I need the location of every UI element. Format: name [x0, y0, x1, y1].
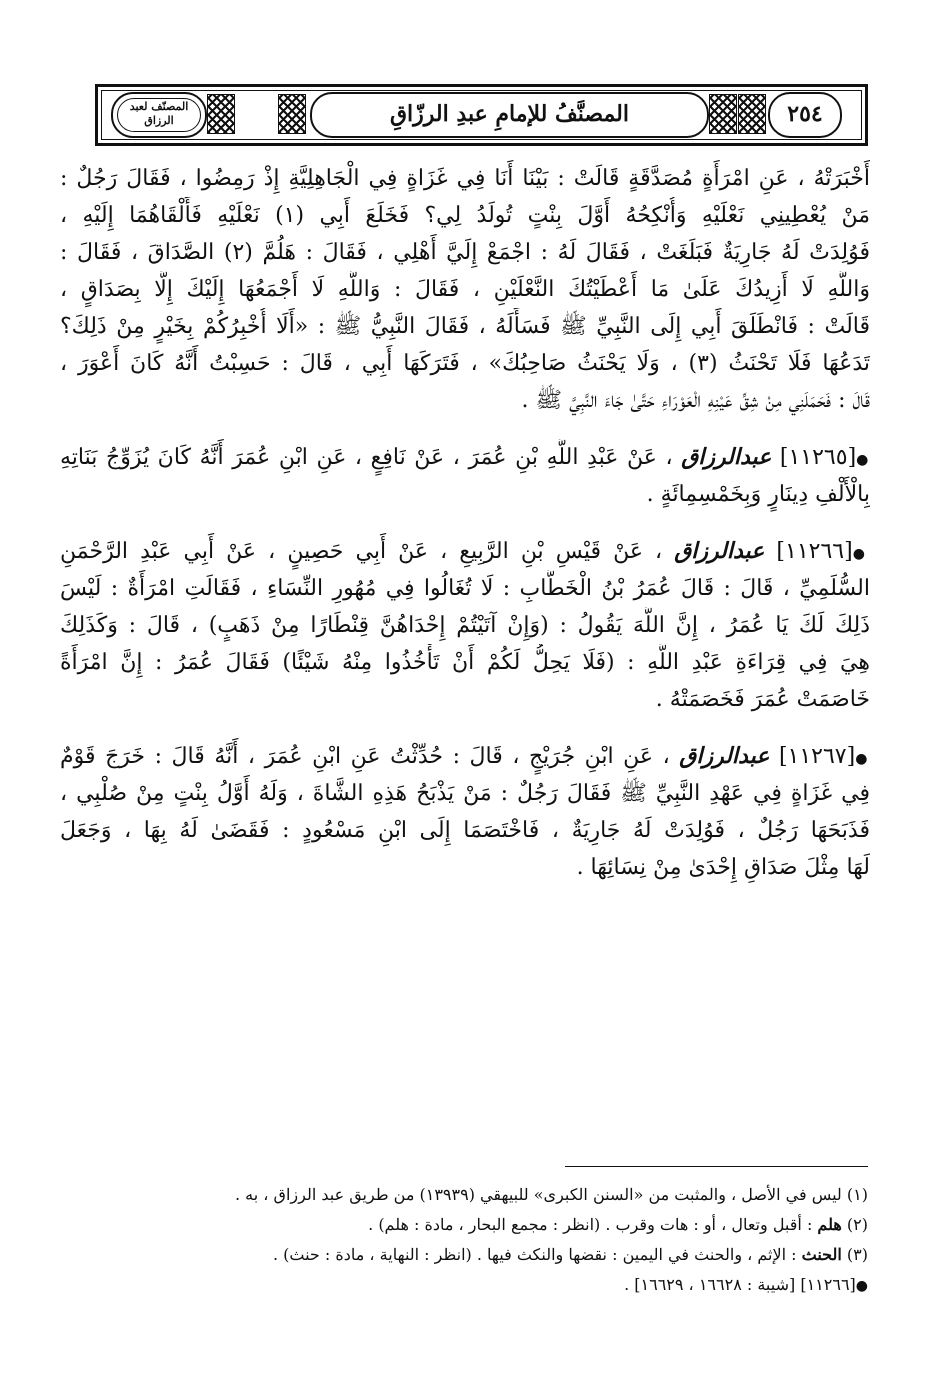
main-text — [60, 160, 870, 886]
text-line: بِالْأَلْفِ دِينَارٍ وَبِخَمْسِمِائَةٍ . — [646, 482, 870, 507]
text-line — [60, 439, 870, 476]
ornament-knot-icon — [709, 94, 737, 134]
text-line — [60, 533, 870, 570]
text-line: قَالَتْ : فَانْطَلَقَ أَبِي إِلَى النَّبِيِّ ﷺ فَسَأَلَهُ ، فَقَالَ النَّبِيُّ ﷺ : «أَلَا أُخْبِرُكُمْ بِخَيْرٍ مِنْ ذَلِكَ؟ — [60, 314, 870, 339]
record-number: [١١٢٦٧] — [778, 744, 856, 769]
text-line: أَخْبَرَتْهُ ، عَنِ امْرَأَةٍ مُصَدَّقَةٍ قَالَتْ : بَيْنَا أَنَا فِي غَزَاةٍ فِي الْجَاهِلِيَّةِ إِذْ رَمِضُوا ، فَقَالَ رَجُلٌ : — [60, 166, 870, 191]
record-text: ، عَنِ ابْنِ جُرَيْجٍ ، قَالَ : حُدِّثْتُ عَنِ ابْنِ عُمَرَ ، أَنَّهُ قَالَ : خَرَجَ قَوْمٌ — [60, 744, 670, 769]
footnote-label: (٣) — [846, 1245, 868, 1264]
footnote — [100, 1240, 868, 1270]
footnote-keyword: هلم — [817, 1215, 842, 1234]
book-title: المصنَّفُ للإمامِ عبدِ الرزّاقِ — [389, 101, 629, 127]
text-line: فِي غَزَاةٍ فِي عَهْدِ النَّبِيِّ ﷺ فَقَالَ رَجُلٌ : مَنْ يَذْبَحُ هَذِهِ الشَّاةَ ، وَلَهُ أَوَّلُ بِنْتٍ مِنْ صُلْبِي ، — [60, 781, 870, 806]
cross-reference-text: [١١٢٦٦] [شيبة : ١٦٦٢٨ ، ١٦٦٢٩] . — [624, 1275, 856, 1294]
page-number-cartouche — [768, 92, 842, 138]
cross-reference — [100, 1270, 868, 1300]
footnote-keyword: الحنث — [801, 1245, 842, 1264]
hadith-record — [60, 439, 870, 513]
footnote-label: (٢) — [846, 1215, 868, 1234]
seal-cartouche — [111, 92, 207, 138]
footnotes — [100, 1180, 868, 1300]
title-cartouche — [310, 92, 709, 138]
page-number: ٢٥٤ — [787, 101, 823, 127]
footnote-text: : أقبل وتعال ، أو : هات وقرب . (انظر : مجمع البحار ، مادة : هلم) . — [368, 1215, 813, 1234]
text-line: ذَلِكَ لَكَ يَا عُمَرُ ، إِنَّ اللَّهَ يَقُولُ : (وَإِنْ آتَيْتُمْ إِحْدَاهُنَّ قِنْطَارًا مِنْ ذَهَبٍ) ، قَالَ : وَكَذَلِكَ — [60, 613, 870, 638]
footnote — [100, 1180, 868, 1210]
record-author: عبدالرزاق — [681, 444, 772, 470]
ornament-knot-icon — [207, 94, 235, 134]
bullet-icon: ● — [855, 1278, 868, 1294]
footnote-text: ليس في الأصل ، والمثبت من «السنن الكبرى» للبيهقي (١٣٩٣٩) من طريق عبد الرزاق ، به . — [234, 1185, 842, 1204]
hadith-record — [60, 738, 870, 886]
text-line: لَهَا مِثْلَ صَدَاقِ إِحْدَىٰ مِنْ نِسَائِهَا . — [576, 855, 870, 880]
footnote-divider — [565, 1166, 868, 1167]
text-line — [60, 738, 870, 775]
text-line: السُّلَمِيِّ ، قَالَ : قَالَ عُمَرُ بْنُ الْخَطَّابِ : لَا تُغَالُوا فِي مُهُورِ النِّسَاءِ ، فَقَالَتِ امْرَأَةٌ : لَيْسَ — [60, 576, 870, 601]
bullet-icon: ● — [852, 546, 870, 562]
footnote-label: (١) — [846, 1185, 868, 1204]
footnote — [100, 1210, 868, 1240]
record-text: ، عَنْ قَيْسِ بْنِ الرَّبِيعِ ، عَنْ أَبِي حَصِينٍ ، عَنْ أَبِي عَبْدِ الرَّحْمَنِ — [60, 539, 663, 564]
page-header — [95, 84, 868, 146]
text-line: تَدَعُهَا فَلَا تَحْنَثُ (٣) ، وَلَا يَحْنَثُ صَاحِبُكَ» ، فَتَرَكَهَا أَبِي ، قَالَ : حَسِبْتُ أَنَّهُ كَانَ أَعْوَرَ ، — [60, 351, 870, 376]
text-line: هِيَ فِي قِرَاءَةِ عَبْدِ اللَّهِ : (فَلَا يَحِلُّ لَكُمْ أَنْ تَأْخُذُوا مِنْهُ شَيْئًا) فَقَالَ عُمَرُ : إِنَّ امْرَأَةً — [60, 650, 870, 675]
bullet-icon: ● — [856, 452, 870, 468]
text-line: خَاصَمَتْ عُمَرَ فَخَصَمَتْهُ . — [655, 687, 870, 712]
footnote-text: : الإثم ، والحنث في اليمين : نقضها والنكث فيها . (انظر : النهاية ، مادة : حنث) . — [272, 1245, 797, 1264]
record-number: [١١٢٦٥] — [779, 445, 857, 470]
text-line: مَنْ يُعْطِينِي نَعْلَيْهِ وَأُنْكِحُهُ أَوَّلَ بِنْتٍ تُولَدُ لِي؟ فَخَلَعَ أَبِي (١) نَعْلَيْهِ فَأَلْقَاهُمَا إِلَيْهِ ، — [60, 203, 870, 228]
text-line: قَالَ : فَحَمَلَنِي مِنْ شِقِّ عَيْنِهِ الْعَوْرَاءِ حَتَّىٰ جَاءَ النَّبِيَّ ﷺ . — [521, 388, 870, 413]
record-author: عبدالرزاق — [674, 538, 765, 564]
text-line: فَذَبَحَهَا رَجُلٌ ، فَوُلِدَتْ لَهُ جَارِيَةٌ ، فَاخْتَصَمَا إِلَى ابْنِ مَسْعُودٍ : فَقَضَىٰ لَهُ بِهَا ، وَجَعَلَ — [60, 818, 870, 843]
intro-paragraph — [60, 160, 870, 419]
ornament-knot-icon — [278, 94, 306, 134]
text-line: فَوُلِدَتْ لَهُ جَارِيَةٌ فَبَلَغَتْ ، فَقَالَ لَهُ : اجْمَعْ إِلَيَّ أَهْلِي ، فَقَالَ : هَلُمَّ (٢) الصَّدَاقَ ، فَقَالَ : — [60, 240, 870, 265]
ornament-knot-icon — [738, 94, 766, 134]
bullet-icon: ● — [855, 751, 870, 767]
text-line: وَاللَّهِ لَا أَزِيدُكَ عَلَىٰ مَا أَعْطَيْتُكَ النَّعْلَيْنِ ، فَقَالَ : وَاللَّهِ لَا أَجْمَعُهَا إِلَيْكَ إِلَّا بِصَدَاقٍ ، — [60, 277, 870, 302]
seal-text: المصنّف لعبد الرزاق — [129, 100, 189, 127]
record-author: عبدالرزاق — [679, 743, 770, 769]
record-number: [١١٢٦٦] — [776, 539, 853, 564]
record-text: ، عَنْ عَبْدِ اللَّهِ بْنِ عُمَرَ ، عَنْ نَافِعٍ ، عَنِ ابْنِ عُمَرَ أَنَّهُ كَانَ يُزَوِّجُ بَنَاتِهِ — [60, 445, 673, 470]
hadith-record — [60, 533, 870, 718]
